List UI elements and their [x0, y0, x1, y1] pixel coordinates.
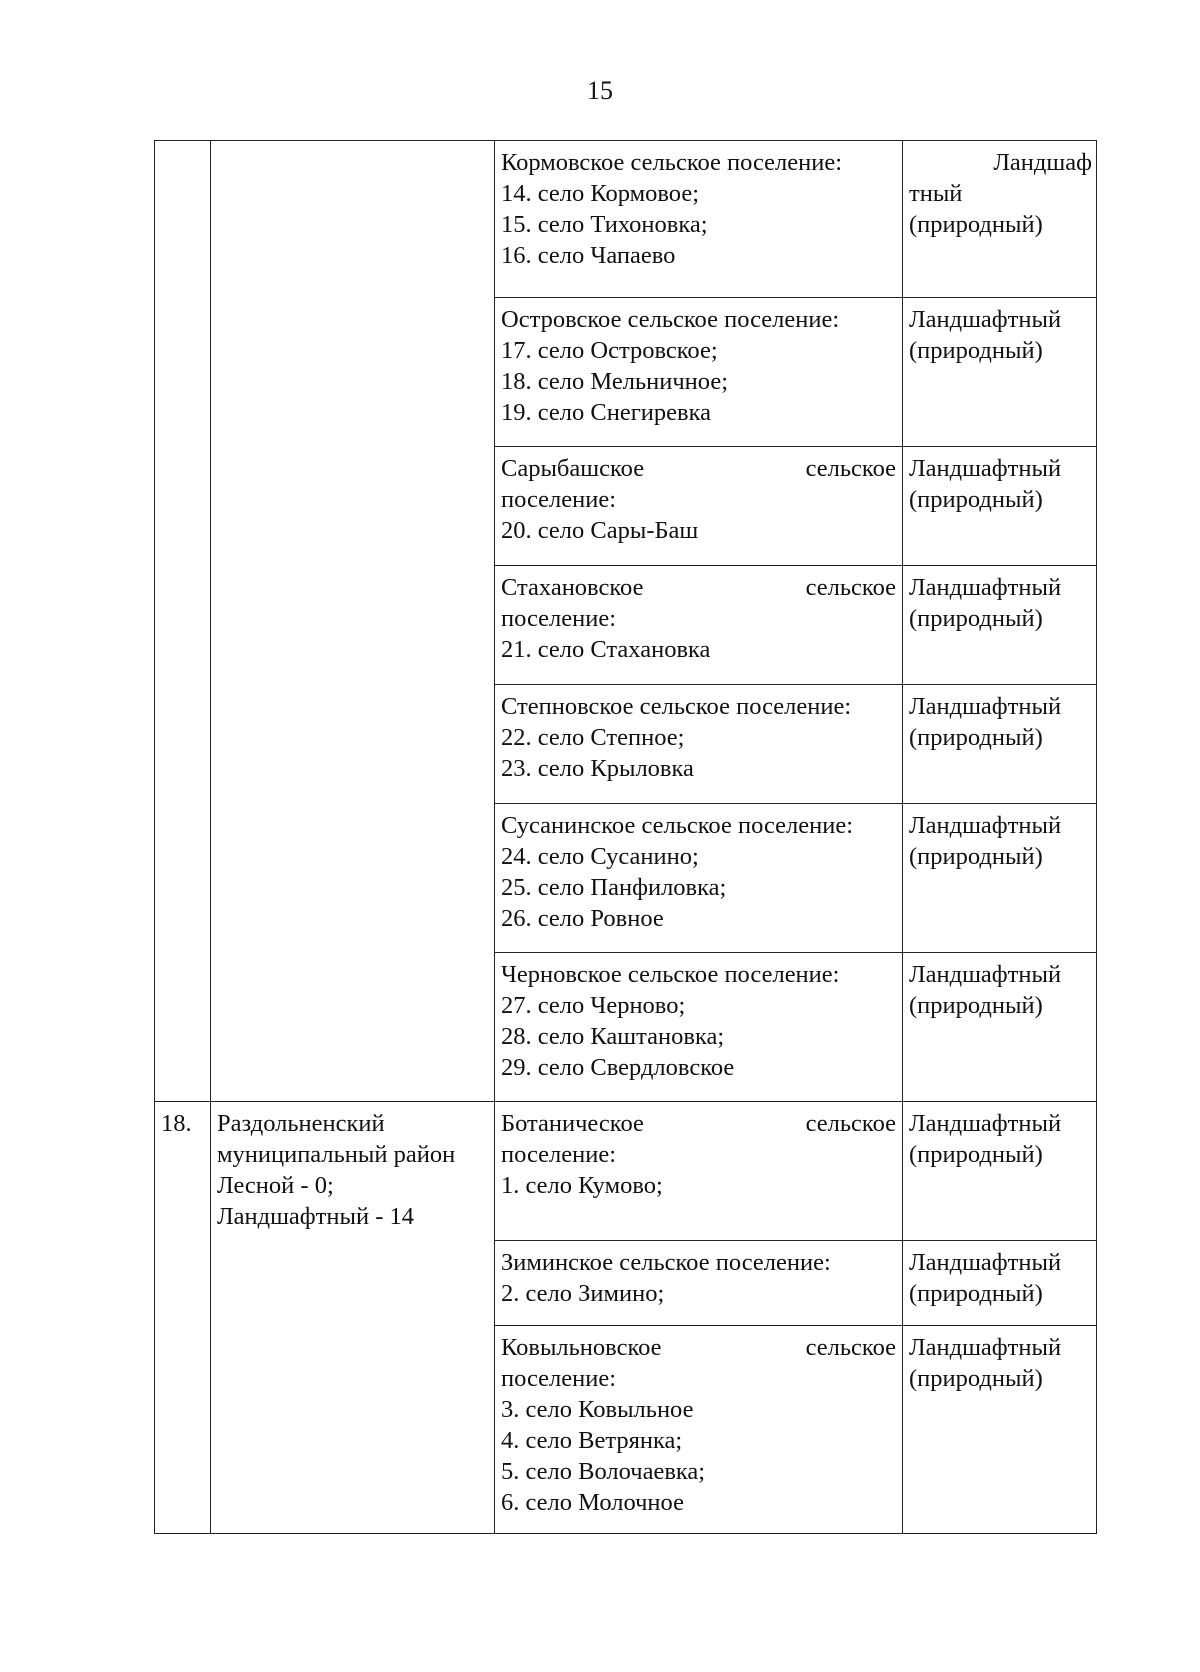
district-number-cell: [155, 1102, 211, 1534]
village-item: 17. село Островское;: [501, 337, 718, 364]
type-text: Ландшафтный: [909, 306, 1062, 333]
type-text-part: тный: [909, 180, 963, 207]
type-text: (природный): [909, 843, 1043, 870]
village-item: 23. село Крыловка: [501, 755, 694, 782]
table-row: [155, 1102, 1097, 1241]
type-text: Ландшафтный: [909, 812, 1062, 839]
type-text: Ландшафтный: [909, 693, 1062, 720]
settlement-name: Сусанинское сельское поселение:: [501, 812, 853, 839]
settlement-cell: [495, 447, 903, 566]
type-cell: [903, 1102, 1097, 1241]
village-item: 25. село Панфиловка;: [501, 874, 727, 901]
settlement-cell: [495, 141, 903, 298]
settlement-name-line: [501, 1108, 896, 1139]
type-cell: [903, 566, 1097, 685]
type-text: (природный): [909, 486, 1043, 513]
settlement-name: Черновское сельское поселение:: [501, 961, 840, 988]
district-forest-count: Лесной - 0;: [217, 1172, 334, 1199]
village-item: 26. село Ровное: [501, 905, 664, 932]
district-cell-empty: [211, 141, 495, 1102]
type-text: (природный): [909, 992, 1043, 1019]
settlement-name-word: поселение:: [501, 486, 617, 513]
village-item: 20. село Сары-Баш: [501, 517, 699, 544]
settlements-table: [154, 140, 1097, 1534]
type-text: Ландшафтный: [909, 574, 1062, 601]
village-item: 19. село Снегиревка: [501, 399, 711, 426]
settlement-name: Островское сельское поселение:: [501, 306, 840, 333]
settlement-name: Степновское сельское поселение:: [501, 693, 852, 720]
settlement-name-word: Ботаническое: [501, 1110, 644, 1137]
settlement-name-line: [501, 453, 896, 484]
settlement-name-line: [501, 1332, 896, 1363]
village-item: 18. село Мельничное;: [501, 368, 729, 395]
settlement-name-word: Ковыльновское: [501, 1334, 662, 1361]
type-text: Ландшафтный: [909, 455, 1062, 482]
type-cell: [903, 804, 1097, 953]
settlement-name: Кормовское сельское поселение:: [501, 149, 843, 176]
district-name: Раздольненский: [217, 1110, 385, 1137]
settlement-name-word: сельское: [805, 1334, 896, 1361]
type-text: (природный): [909, 1365, 1043, 1392]
district-cell: [211, 1102, 495, 1534]
village-item: 21. село Стахановка: [501, 636, 711, 663]
type-text-part: (природный): [909, 211, 1043, 238]
type-text: Ландшафтный: [909, 1334, 1062, 1361]
type-text: (природный): [909, 605, 1043, 632]
village-item: 24. село Сусанино;: [501, 843, 699, 870]
type-text: (природный): [909, 337, 1043, 364]
village-item: 27. село Черново;: [501, 992, 686, 1019]
settlement-name-word: поселение:: [501, 1141, 617, 1168]
village-item: 15. село Тихоновка;: [501, 211, 708, 238]
type-text: (природный): [909, 1280, 1043, 1307]
village-item: 28. село Каштановка;: [501, 1023, 725, 1050]
district-landscape-count: Ландшафтный - 14: [217, 1203, 414, 1230]
type-text: (природный): [909, 1141, 1043, 1168]
settlement-name-word: сельское: [805, 574, 896, 601]
village-item: 1. село Кумово;: [501, 1172, 663, 1199]
settlement-name-word: поселение:: [501, 605, 617, 632]
settlement-name-word: Сарыбашское: [501, 455, 645, 482]
village-item: 22. село Степное;: [501, 724, 685, 751]
settlement-cell: [495, 1241, 903, 1326]
type-cell: [903, 953, 1097, 1102]
village-item: 16. село Чапаево: [501, 242, 676, 269]
type-cell: [903, 685, 1097, 804]
type-text: (природный): [909, 724, 1043, 751]
village-item: 5. село Волочаевка;: [501, 1458, 706, 1485]
type-cell: [903, 141, 1097, 298]
settlement-cell: [495, 298, 903, 447]
district-name: муниципальный район: [217, 1141, 456, 1168]
settlement-cell: [495, 566, 903, 685]
number-cell-empty: [155, 141, 211, 1102]
settlement-name-line: [501, 572, 896, 603]
village-item: 3. село Ковыльное: [501, 1396, 694, 1423]
settlement-name-word: поселение:: [501, 1365, 617, 1392]
village-item: 29. село Свердловское: [501, 1054, 735, 1081]
settlement-cell: [495, 804, 903, 953]
settlement-name-word: сельское: [805, 1110, 896, 1137]
type-text: Ландшафтный: [909, 1249, 1062, 1276]
settlement-name-word: сельское: [805, 455, 896, 482]
settlement-cell: [495, 1326, 903, 1534]
village-item: 6. село Молочное: [501, 1489, 684, 1516]
type-cell: [903, 447, 1097, 566]
type-cell: [903, 1241, 1097, 1326]
settlement-cell: [495, 1102, 903, 1241]
type-cell: [903, 298, 1097, 447]
type-text: Ландшафтный: [909, 961, 1062, 988]
village-item: 2. село Зимино;: [501, 1280, 665, 1307]
type-text-part: Ландшаф: [993, 149, 1092, 176]
village-item: 4. село Ветрянка;: [501, 1427, 683, 1454]
settlement-cell: [495, 685, 903, 804]
district-number: 18.: [161, 1110, 192, 1137]
type-cell: [903, 1326, 1097, 1534]
settlement-name-word: Стахановское: [501, 574, 644, 601]
page-number: 15: [587, 76, 613, 105]
settlement-name: Зиминское сельское поселение:: [501, 1249, 831, 1276]
table-row: [155, 141, 1097, 298]
settlement-cell: [495, 953, 903, 1102]
type-text: Ландшафтный: [909, 1110, 1062, 1137]
village-item: 14. село Кормовое;: [501, 180, 700, 207]
